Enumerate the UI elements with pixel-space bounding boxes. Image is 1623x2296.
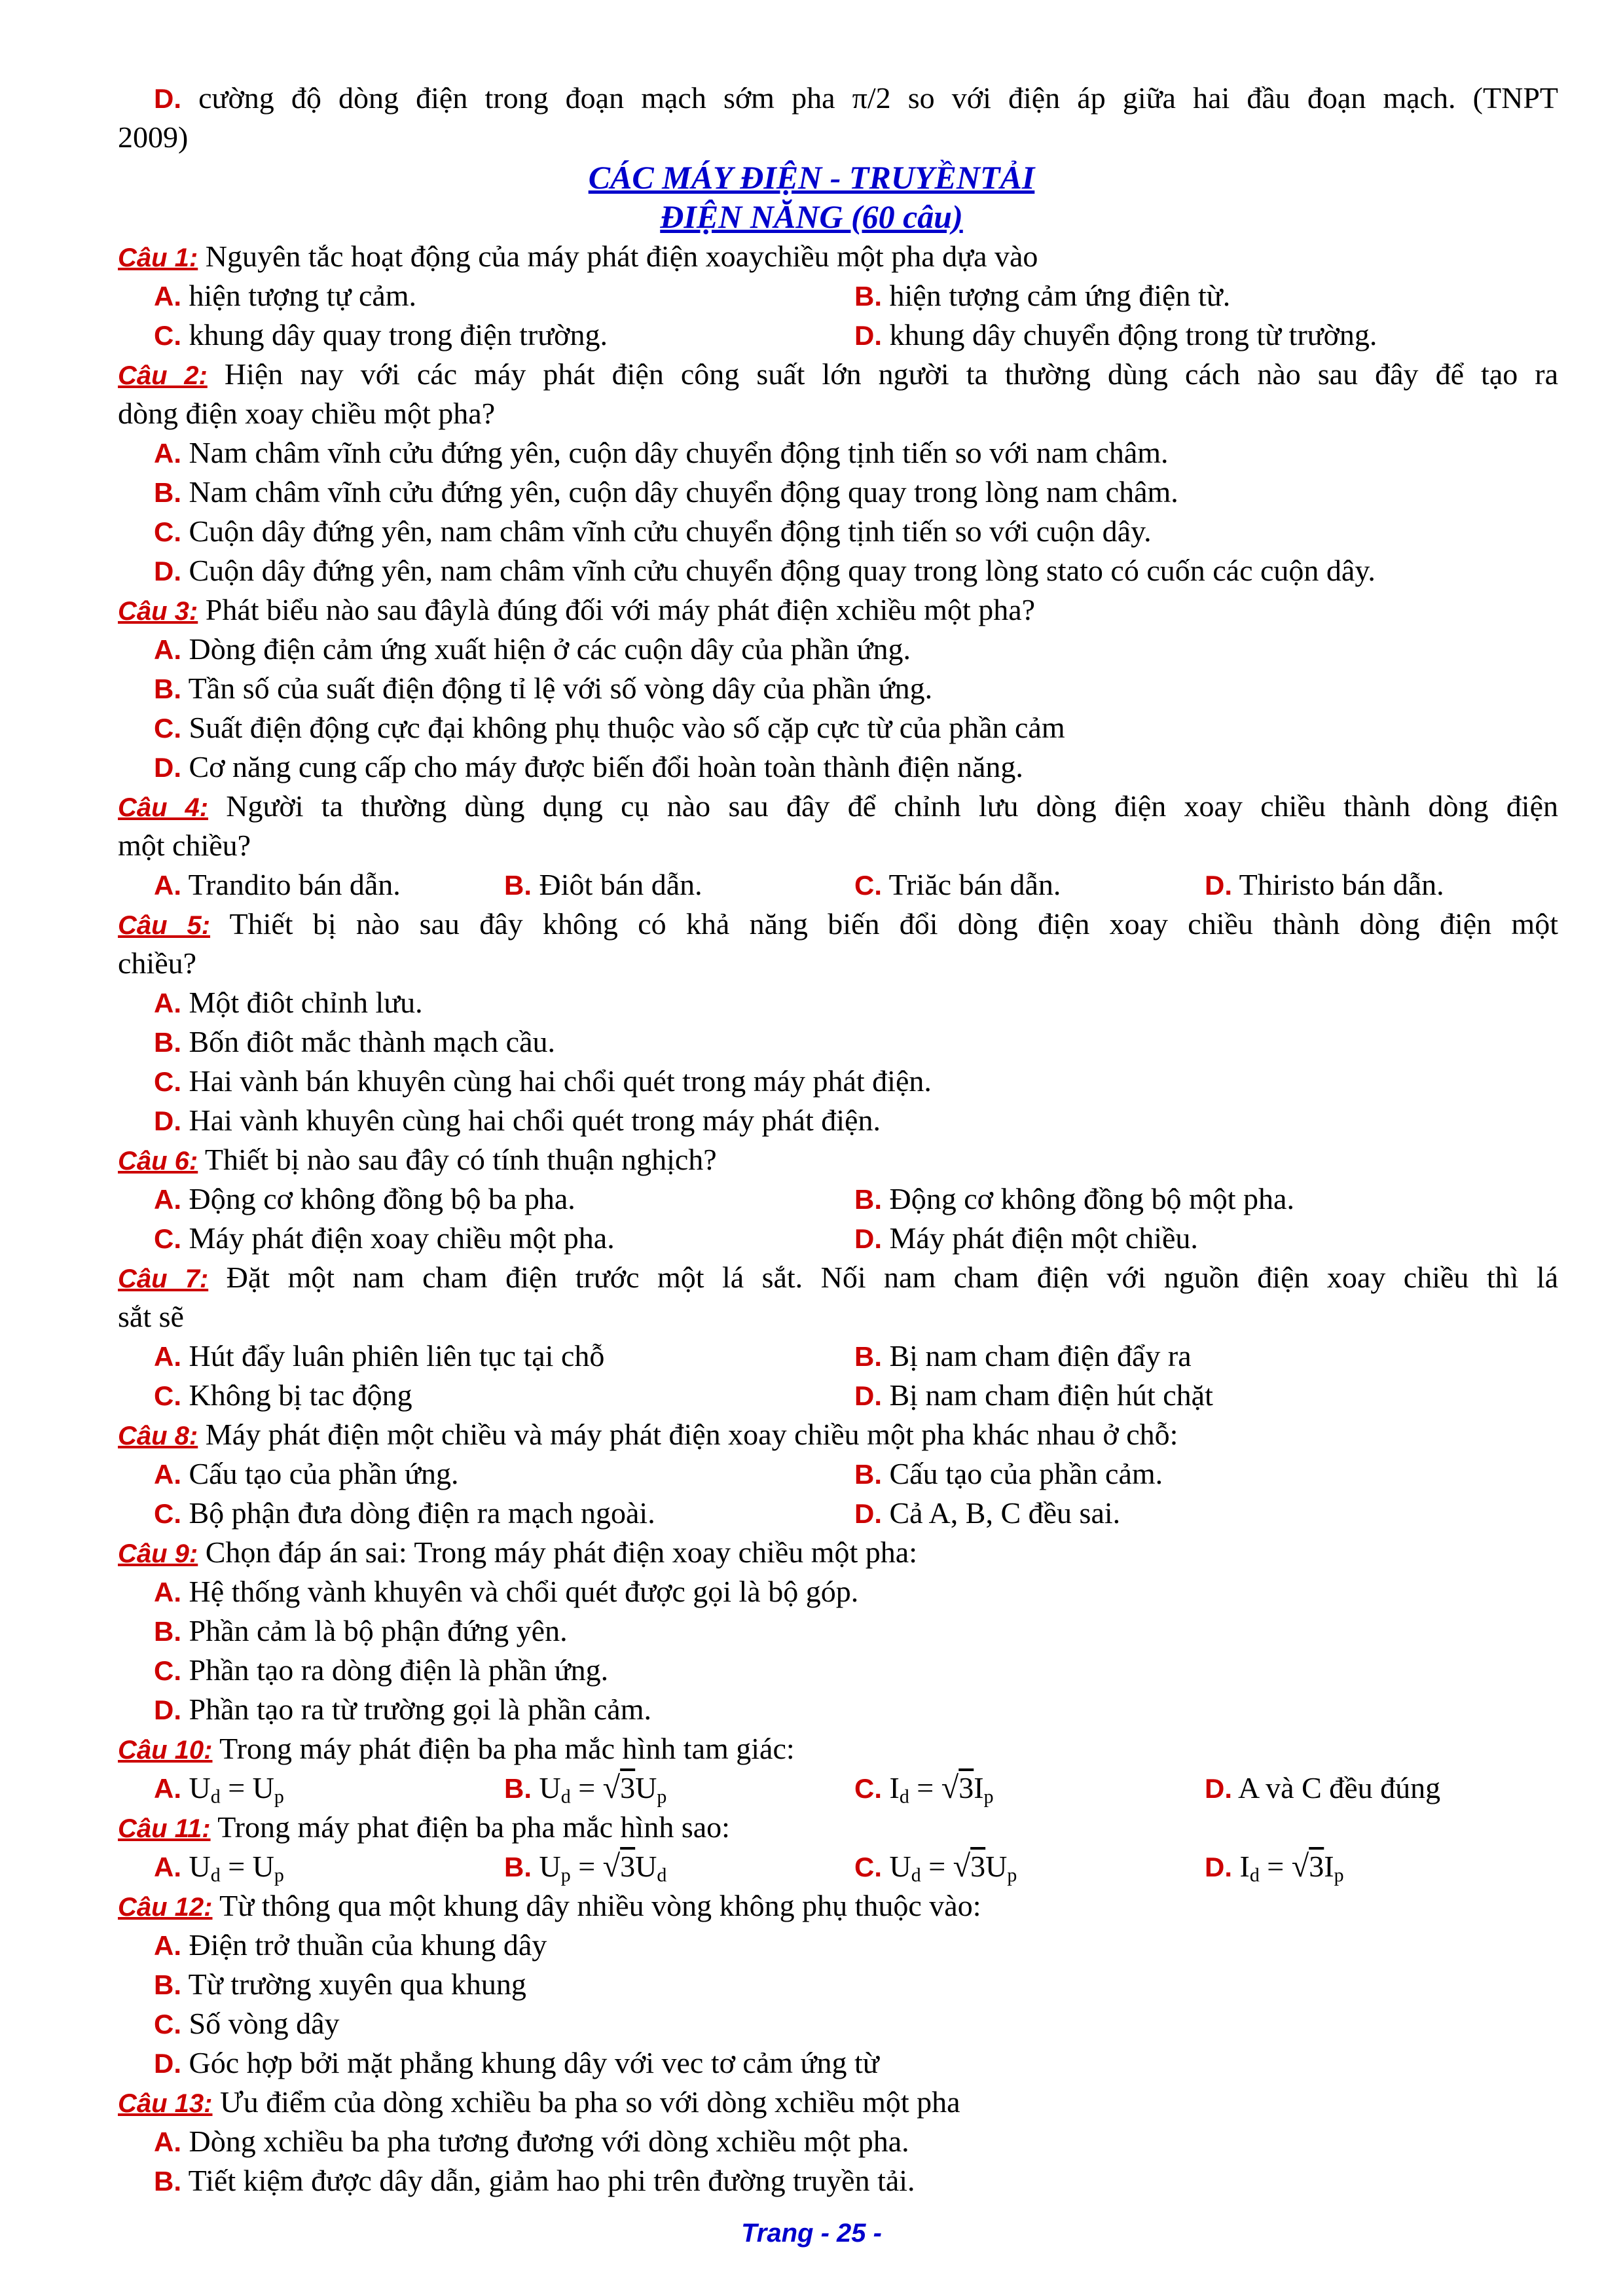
question-text: Người ta thường dùng dụng cụ nào sau đây để chỉnh lưu dòng điện xoay chiều thành dòng điện [226, 789, 1559, 823]
option-a: A. Nam châm vĩnh cửu đứng yên, cuộn dây chuyển động tịnh tiến so với nam châm. [154, 436, 1169, 469]
option-d: D. khung dây chuyển động trong từ trường. [854, 318, 1377, 351]
option-c: C. Triăc bán dẫn. [854, 868, 1061, 901]
question-1 [118, 237, 1558, 278]
option-text: cường độ dòng điện trong đoạn mạch sớm pha π/2 so với điện áp giữa hai đầu đoạn mạch. (TNPT [198, 81, 1558, 115]
option-a: A. $U_d = U_p$ [154, 1850, 284, 1886]
option-a: A. Trandito bán dẫn. [154, 868, 401, 901]
sqrt-icon: √ [602, 1770, 621, 1805]
question-label: Câu 9: [118, 1539, 198, 1568]
option-a: A. Hệ thống vành khuyên và chổi quét được gọi là bộ góp. [154, 1575, 859, 1608]
question-13 [118, 2083, 1558, 2123]
question-text: Nguyên tắc hoạt động của máy phát điện xoaychiều một pha dựa vào [205, 240, 1038, 273]
option-a: A. Dòng điện cảm ứng xuất hiện ở các cuộn dây của phần ứng. [154, 632, 911, 666]
question-label: Câu 2: [118, 361, 208, 390]
option-text: 2009) [118, 120, 189, 154]
question-label: Câu 11: [118, 1814, 211, 1843]
option-c: C. Cuộn dây đứng yên, nam châm vĩnh cửu chuyển động tịnh tiến so với cuộn dây. [154, 514, 1152, 548]
option-b: B. Động cơ không đồng bộ một pha. [854, 1182, 1294, 1215]
question-text: Phát biểu nào sau đâylà đúng đối với máy phát điện xchiều một pha? [205, 593, 1036, 626]
question-label: Câu 12: [118, 1893, 213, 1922]
option-b: B. Cấu tạo của phần cảm. [854, 1457, 1163, 1490]
option-b: B. Bốn điôt mắc thành mạch cầu. [154, 1025, 556, 1058]
option-d: D. A và C đều đúng [1205, 1771, 1441, 1804]
question-2 [118, 355, 1558, 395]
question-5 [118, 905, 1558, 945]
intro-line-2 [118, 118, 1558, 157]
option-d: D. Cuộn dây đứng yên, nam châm vĩnh cửu chuyển động quay trong lòng stato có cuốn các cuộn dây. [154, 554, 1376, 587]
question-label: Câu 7: [118, 1265, 209, 1293]
option-d: D. Cả A, B, C đều sai. [854, 1496, 1121, 1530]
question-4-cont: một chiều? [118, 829, 251, 862]
question-10 [118, 1729, 1558, 1770]
option-label: D. [154, 83, 181, 114]
option-a: A. Động cơ không đồng bộ ba pha. [154, 1182, 575, 1215]
option-a: A. Một điôt chỉnh lưu. [154, 986, 423, 1019]
section-title-line-1: CÁC MÁY ĐIỆN - TRUYỀNTẢI [588, 159, 1035, 196]
option-b: B. Tần số của suất điện động tỉ lệ với số vòng dây của phần ứng. [154, 672, 933, 705]
option-d: D. Cơ năng cung cấp cho máy được biến đổi hoàn toàn thành điện năng. [154, 750, 1023, 783]
question-text: Trong máy phat điện ba pha mắc hình sao: [217, 1810, 730, 1844]
option-d: D. $I_d = √3I_p$ [1205, 1849, 1344, 1886]
option-b: B. $U_d = √3U_p$ [504, 1770, 667, 1808]
question-label: Câu 4: [118, 793, 209, 822]
option-c: C. Không bị tac động [154, 1378, 412, 1412]
option-b: B. Phần cảm là bộ phận đứng yên. [154, 1614, 568, 1647]
question-8 [118, 1415, 1558, 1456]
option-c: C. Phần tạo ra dòng điện là phần ứng. [154, 1653, 609, 1687]
option-d: D. Hai vành khuyên cùng hai chổi quét trong máy phát điện. [154, 1103, 881, 1137]
sqrt-icon: √ [1291, 1849, 1309, 1884]
question-text: Máy phát điện một chiều và máy phát điện xoay chiều một pha khác nhau ở chỗ: [205, 1418, 1178, 1451]
option-c: C. $I_d = √3I_p$ [854, 1770, 994, 1808]
question-11 [118, 1808, 1558, 1848]
option-a: A. hiện tượng tự cảm. [154, 279, 417, 312]
option-d: D. Góc hợp bởi mặt phẳng khung dây với vec tơ cảm ứng từ [154, 2046, 879, 2079]
question-2-cont: dòng điện xoay chiều một pha? [118, 397, 496, 430]
option-a: A. Hút đẩy luân phiên liên tục tại chỗ [154, 1339, 605, 1372]
question-text: Ưu điểm của dòng xchiều ba pha so với dòng xchiều một pha [220, 2085, 960, 2119]
option-b: B. Nam châm vĩnh cửu đứng yên, cuộn dây chuyển động quay trong lòng nam châm. [154, 475, 1178, 509]
option-a: A. Cấu tạo của phần ứng. [154, 1457, 459, 1490]
question-text: Từ thông qua một khung dây nhiều vòng không phụ thuộc vào: [219, 1889, 981, 1922]
sqrt-icon: √ [953, 1849, 971, 1884]
question-text: Thiết bị nào sau đây không có khả năng biến đổi dòng điện xoay chiều thành dòng điện một [229, 907, 1558, 941]
question-6 [118, 1140, 1558, 1181]
question-text: Đặt một nam cham điện trước một lá sắt. Nối nam cham điện với nguồn điện xoay chiều thì lá [226, 1261, 1559, 1294]
option-c: C. Bộ phận đưa dòng điện ra mạch ngoài. [154, 1496, 655, 1530]
section-title-line-2: ĐIỆN NĂNG (60 câu) [660, 198, 963, 235]
question-label: Câu 13: [118, 2089, 213, 2118]
option-b: B. hiện tượng cảm ứng điện từ. [854, 279, 1231, 312]
option-d: D. Thiristo bán dẫn. [1205, 868, 1444, 901]
question-12 [118, 1886, 1558, 1927]
option-a: A. Điện trở thuần của khung dây [154, 1928, 547, 1962]
question-text: Trong máy phát điện ba pha mắc hình tam giác: [219, 1732, 795, 1765]
option-d: D. Phần tạo ra từ trường gọi là phần cảm. [154, 1693, 652, 1726]
sqrt-icon: √ [602, 1849, 621, 1884]
page-number: Trang - 25 - [741, 2219, 882, 2248]
option-b: B. Bị nam cham điện đẩy ra [854, 1339, 1192, 1372]
option-c: C. $U_d = √3U_p$ [854, 1849, 1017, 1886]
option-c: C. Suất điện động cực đại không phụ thuộc vào số cặp cực từ của phần cảm [154, 711, 1065, 744]
option-b: B. Điôt bán dẫn. [504, 868, 702, 901]
question-text: Thiết bị nào sau đây có tính thuận nghịch? [204, 1143, 717, 1176]
question-text: Hiện nay với các máy phát điện công suất lớn người ta thường dùng cách nào sau đây để tạo ra [224, 357, 1559, 391]
question-7-cont: sắt sẽ [118, 1300, 184, 1333]
option-c: C. Máy phát điện xoay chiều một pha. [154, 1221, 615, 1255]
option-b: B. $U_p = √3U_d$ [504, 1849, 667, 1886]
question-label: Câu 6: [118, 1147, 198, 1175]
question-7 [118, 1258, 1558, 1299]
option-d: D. Máy phát điện một chiều. [854, 1221, 1198, 1255]
question-5-cont: chiều? [118, 946, 197, 980]
option-b: B. Từ trường xuyên qua khung [154, 1967, 526, 2001]
question-text: Chọn đáp án sai: Trong máy phát điện xoay chiều một pha: [205, 1535, 917, 1569]
question-label: Câu 5: [118, 911, 211, 940]
question-label: Câu 10: [118, 1736, 213, 1765]
question-label: Câu 1: [118, 243, 198, 272]
option-c: C. Số vòng dây [154, 2007, 340, 2040]
option-a: A. $U_d = U_p$ [154, 1771, 284, 1808]
option-a: A. Dòng xchiều ba pha tương đương với dòng xchiều một pha. [154, 2125, 909, 2158]
sqrt-icon: √ [941, 1770, 959, 1805]
intro-line-1 [154, 79, 1558, 118]
option-c: C. Hai vành bán khuyên cùng hai chổi quét trong máy phát điện. [154, 1064, 932, 1098]
question-9 [118, 1533, 1558, 1573]
question-3 [118, 590, 1558, 631]
question-label: Câu 8: [118, 1422, 198, 1450]
option-b: B. Tiết kiệm được dây dẫn, giảm hao phi trên đường truyền tải. [154, 2164, 915, 2197]
question-label: Câu 3: [118, 597, 198, 626]
question-4 [118, 787, 1558, 827]
option-d: D. Bị nam cham điện hút chặt [854, 1378, 1213, 1412]
option-c: C. khung dây quay trong điện trường. [154, 318, 608, 351]
